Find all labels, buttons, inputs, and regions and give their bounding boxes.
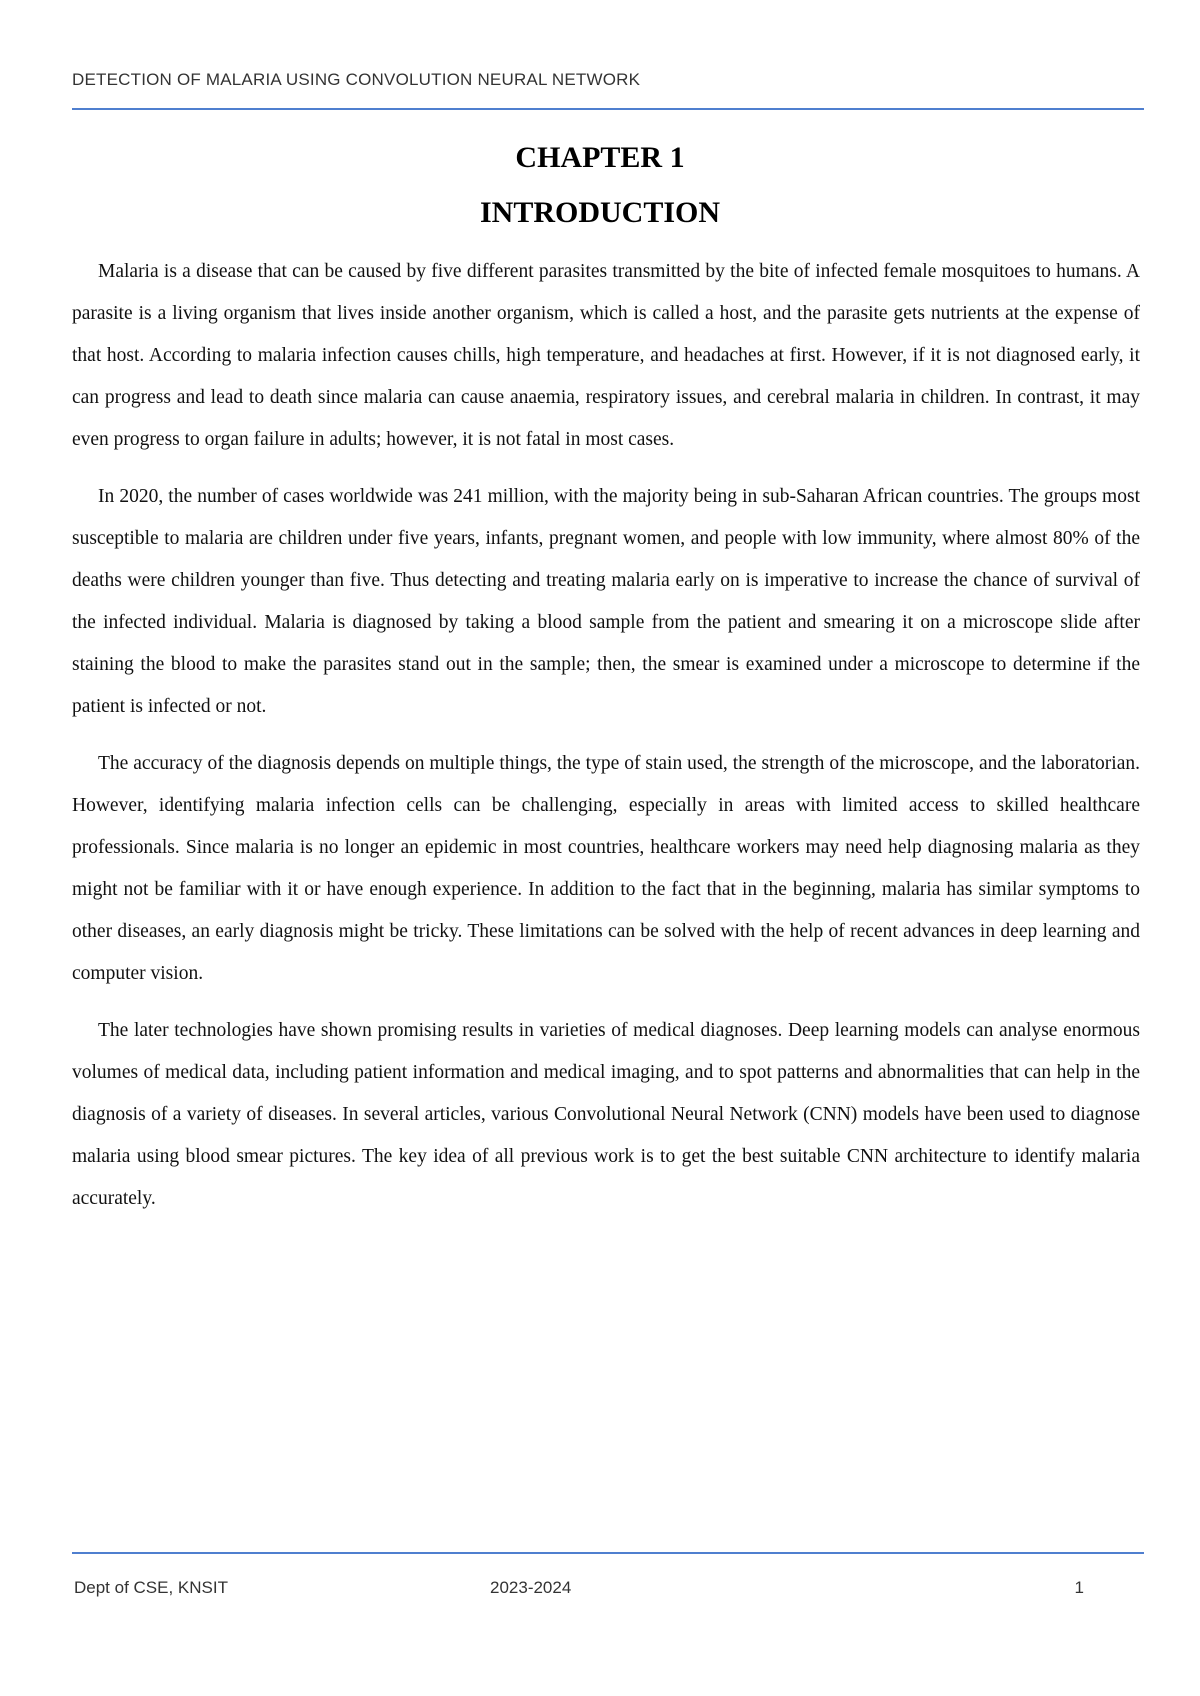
paragraph-4: The later technologies have shown promising results in varieties of medical diagnoses. Deep learning models can analyse enormous volumes of medical data, including patient information and medical imaging, and to spot patterns and abnormalities that can help in the diagnosis of a variety of diseases. In several articles, various Convolutional Neural Network (CNN) models have been used to diagnose malaria using blood smear pictures. The key idea of all previous work is to get the best suitable CNN architecture to identify malaria accurately. [72,1020,1140,1209]
chapter-title-heading: INTRODUCTION [479,196,721,229]
chapter-body [72,251,1140,1235]
footer-department: Dept of CSE, KNSIT [74,1578,228,1597]
page-footer [72,1578,1144,1602]
header-divider [72,108,1144,110]
paragraph-2: In 2020, the number of cases worldwide was 241 million, with the majority being in sub-Saharan African countries. The groups most susceptible to malaria are children under five years, infants, pregnant women, and people with low immunity, where almost 80% of the deaths were children younger than five. Thus detecting and treating malaria early on is imperative to increase the chance of survival of the infected individual. Malaria is diagnosed by taking a blood sample from the patient and smearing it on a microscope slide after staining the blood to make the parasites stand out in the sample; then, the smear is examined under a microscope to determine if the patient is infected or not. [72,486,1140,717]
footer-academic-year: 2023-2024 [490,1578,572,1597]
running-header-title: DETECTION OF MALARIA USING CONVOLUTION NEURAL NETWORK [72,70,641,89]
paragraph-1: Malaria is a disease that can be caused by five different parasites transmitted by the bite of infected female mosquitoes to humans. A parasite is a living organism that lives inside another organism, which is called a host, and the parasite gets nutrients at the expense of that host. According to malaria infection causes chills, high temperature, and headaches at first. However, if it is not diagnosed early, it can progress and lead to death since malaria can cause anaemia, respiratory issues, and cerebral malaria in children. In contrast, it may even progress to organ failure in adults; however, it is not fatal in most cases. [72,261,1140,450]
paragraph-3: The accuracy of the diagnosis depends on multiple things, the type of stain used, the strength of the microscope, and the laboratorian. However, identifying malaria infection cells can be challenging, especially in areas with limited access to skilled healthcare professionals. Since malaria is no longer an epidemic in most countries, healthcare workers may need help diagnosing malaria as they might not be familiar with it or have enough experience. In addition to the fact that in the beginning, malaria has similar symptoms to other diseases, an early diagnosis might be tricky. These limitations can be solved with the help of recent advances in deep learning and computer vision. [72,753,1140,984]
footer-page-number: 1 [1074,1578,1084,1597]
chapter-number-heading: CHAPTER 1 [515,141,685,174]
footer-divider [72,1552,1144,1554]
